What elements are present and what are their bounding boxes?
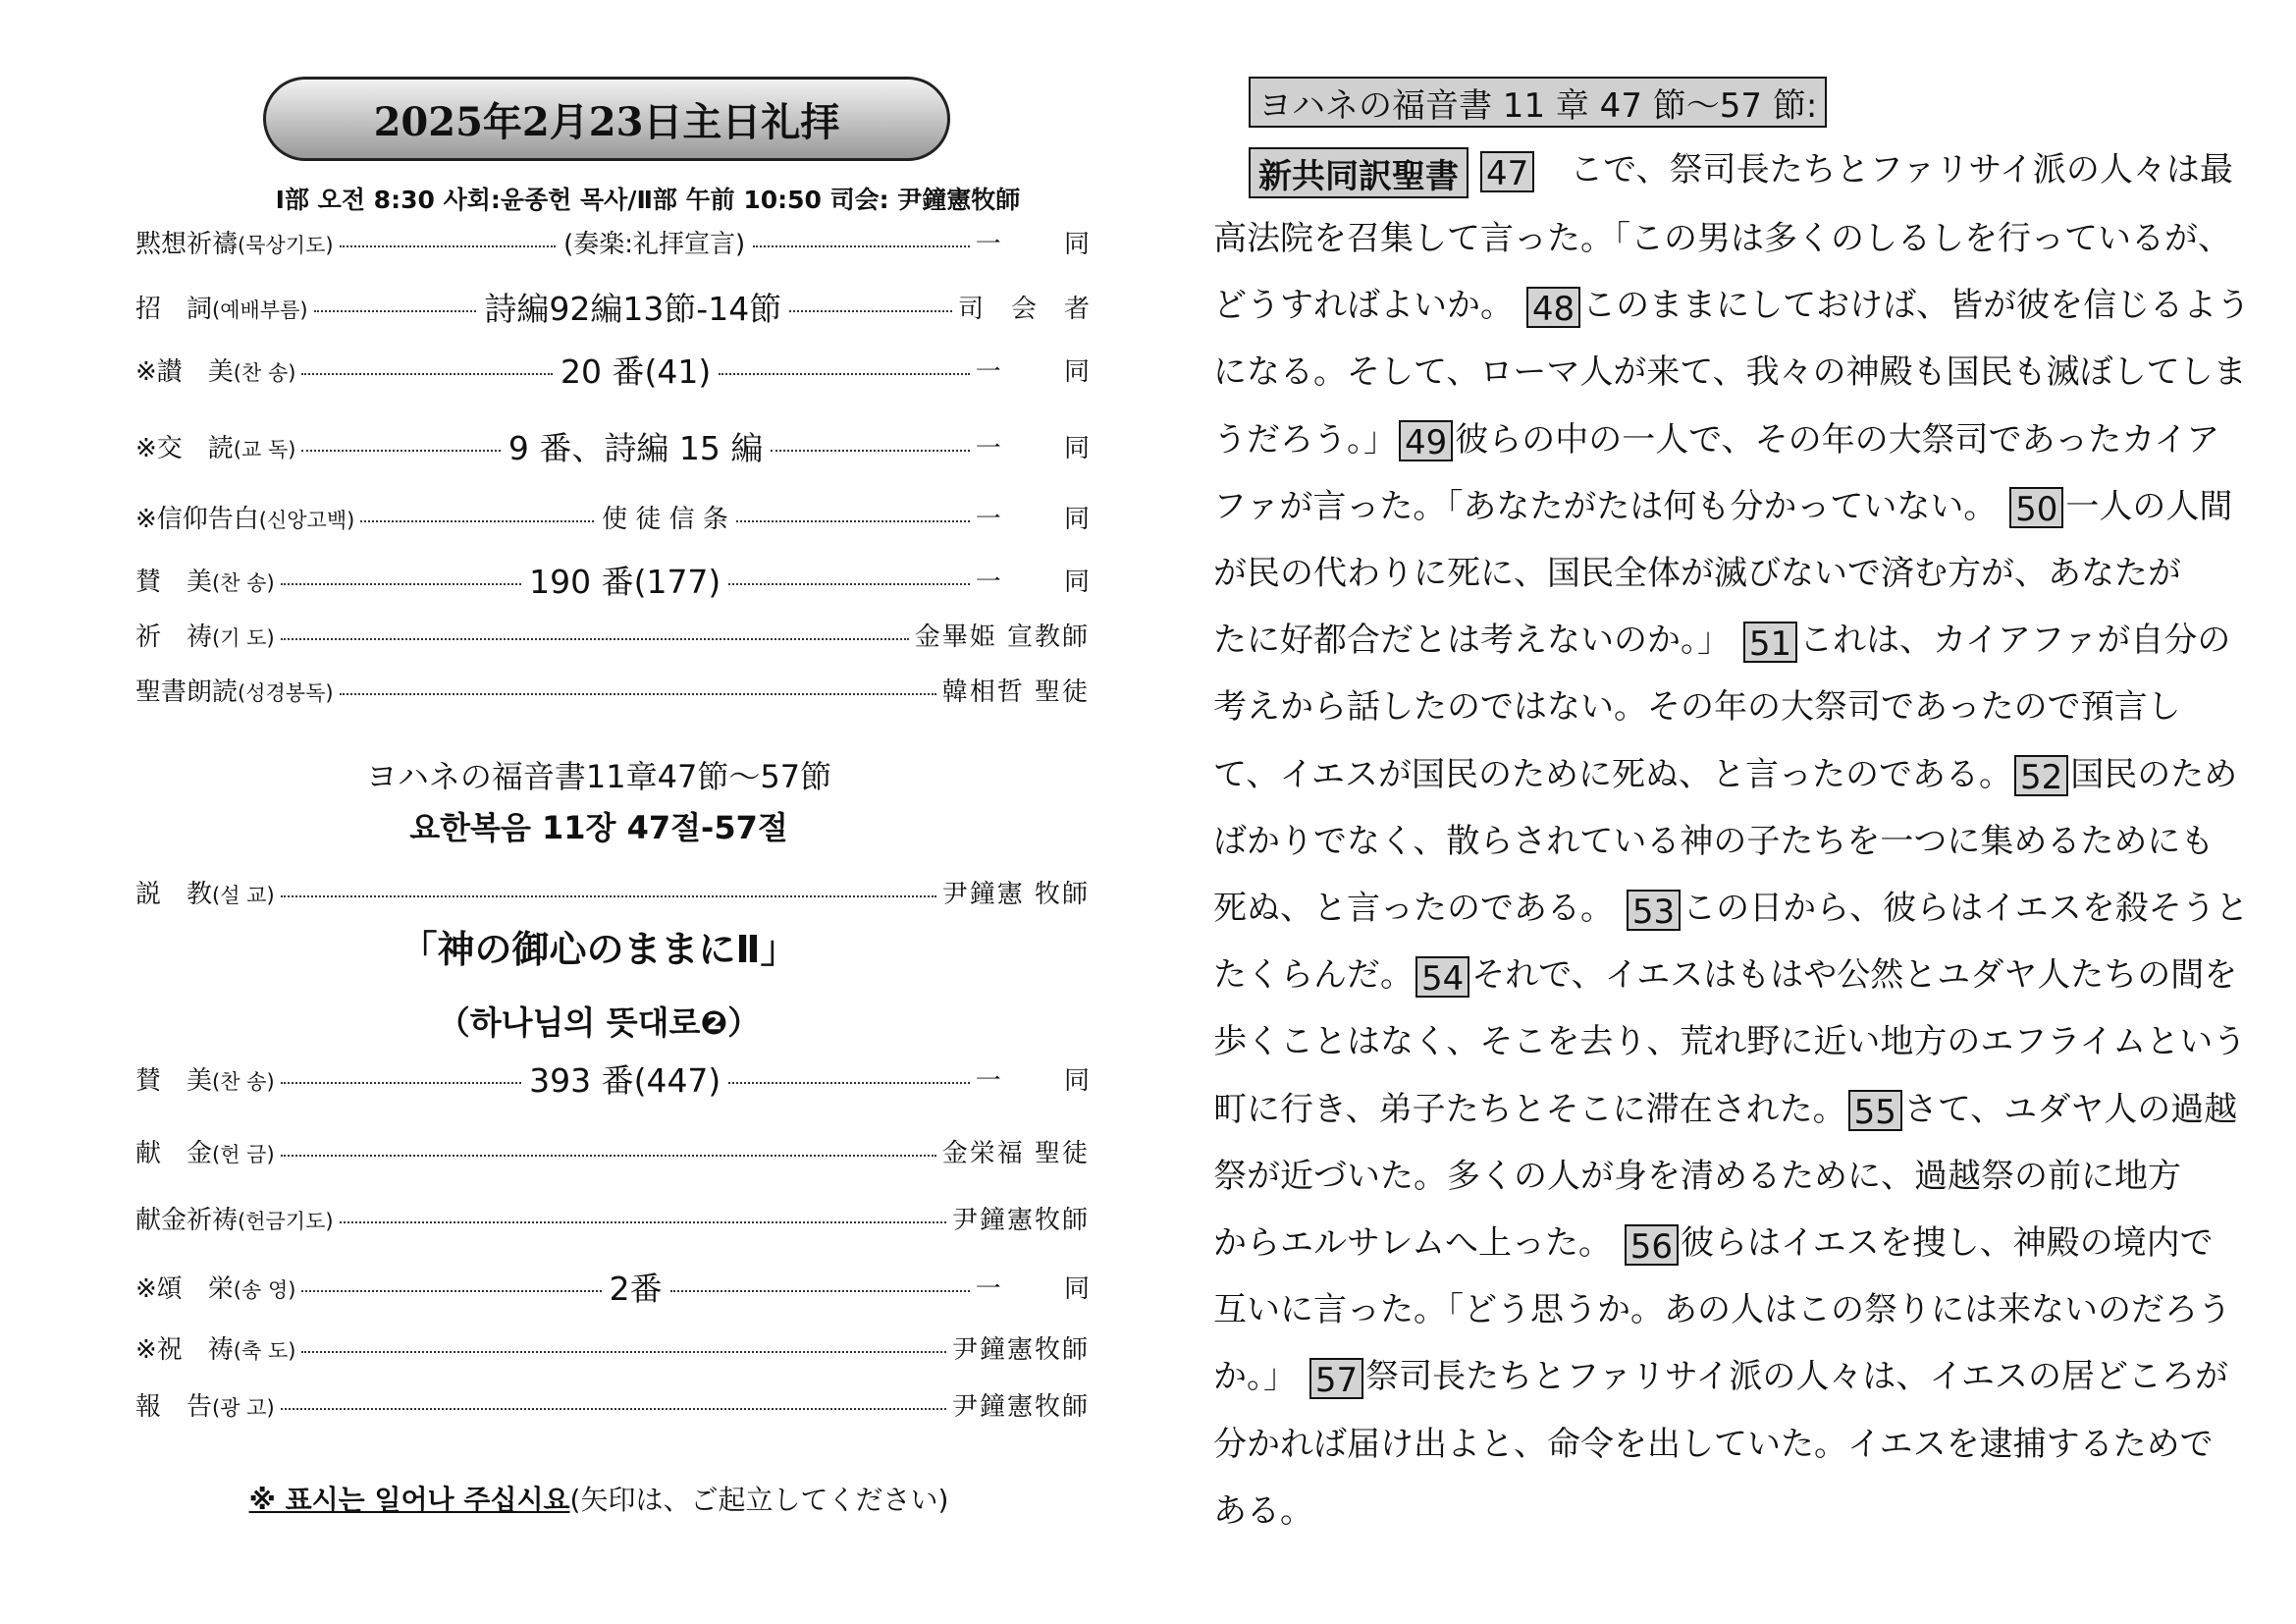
order-person: 尹鐘憲牧師 (951, 1205, 1090, 1235)
verse-text: 高法院を召集して言った。「この男は多くのしるしを行っているが、 (1213, 219, 2231, 258)
order-person: 尹鐘憲牧師 (951, 1334, 1090, 1365)
scripture-line (1213, 1487, 1313, 1536)
order-row (135, 1058, 1118, 1100)
reading-reference-kr: 요한복음 11장 47절-57절 (409, 809, 788, 846)
order-label: ※信仰告白(신앙고백) (135, 504, 355, 534)
verse-text: たに好都合だとは考えないのか。」 (1213, 621, 1741, 661)
order-row (135, 1198, 1090, 1237)
sermon-subtitle: （하나님의 뜻대로❷） (437, 1003, 761, 1042)
order-row (135, 1267, 1118, 1308)
leader-dots (360, 520, 594, 522)
leader-dots (789, 310, 952, 312)
verse-number: 51 (1743, 622, 1797, 663)
order-person: 金畢姫 宣教師 (914, 622, 1090, 652)
scripture-header: ヨハネの福音書 11 章 47 節～57 節: (1249, 77, 1827, 128)
verse-text: 一人の人間 (2065, 486, 2233, 526)
scripture-line (1213, 950, 2237, 1000)
verse-text: さて、ユダヤ人の過越 (1903, 1089, 2238, 1129)
leader-dots (301, 1351, 946, 1353)
leader-dots (314, 310, 477, 312)
order-item: (奏楽:礼拝宣言) (563, 229, 746, 259)
order-person: 一 同 (975, 1273, 1118, 1304)
verse-number: 57 (1309, 1358, 1363, 1399)
scripture-line (1213, 214, 2231, 263)
order-row (135, 1384, 1090, 1424)
leader-dots (340, 245, 557, 247)
verse-text: になる。そして、ローマ人が来て、我々の神殿も国民も滅ぼしてしま (1213, 352, 2247, 393)
verse-number: 56 (1625, 1224, 1679, 1266)
verse-number: 49 (1399, 420, 1453, 461)
leader-dots (340, 693, 936, 695)
verse-number: 47 (1480, 151, 1534, 192)
leader-dots (281, 1082, 521, 1084)
verse-number: 53 (1627, 890, 1681, 931)
verse-text: 祭司長たちとファリサイ派の人々は、イエスの居どころが (1365, 1357, 2228, 1397)
order-label: ※頌 栄(송 영) (135, 1273, 296, 1304)
verse-text: 祭が近づいた。多くの人が身を清めるために、過越祭の前に地方 (1213, 1156, 2181, 1196)
leader-dots (281, 638, 909, 640)
order-person: 金栄福 聖徒 (941, 1138, 1090, 1168)
order-item: 使 徒 信 条 (602, 504, 728, 534)
scripture-line (1213, 682, 2181, 731)
order-label: ※祝 祷(축 도) (135, 1334, 296, 1365)
scripture-line (1213, 1152, 2181, 1201)
verse-text: ある。 (1213, 1490, 1313, 1531)
leader-dots (719, 373, 970, 375)
order-person: 一 同 (975, 356, 1117, 387)
scripture-line (1213, 1285, 2231, 1334)
verse-number: 48 (1526, 287, 1580, 328)
order-item: 190 番(177) (529, 562, 721, 601)
leader-dots (728, 1082, 969, 1084)
verse-text: 歩くことはなく、そこを去り、荒れ野に近い地方のエフライムという (1213, 1022, 2247, 1062)
leader-dots (301, 1290, 601, 1292)
scripture-line (1213, 1085, 2237, 1134)
order-row (135, 615, 1090, 654)
order-row (135, 560, 1118, 601)
service-title: 2025年2月23日主日礼拝 (263, 77, 950, 161)
verse-text: このままにしておけば、皆が彼を信じるよう (1582, 286, 2251, 326)
scripture-line (1213, 415, 2219, 464)
leader-dots (670, 1290, 970, 1292)
verse-text: こで、祭司長たちとファリサイ派の人々は最 (1536, 150, 2233, 189)
order-person: 韓相哲 聖徒 (941, 677, 1090, 707)
order-label: 献金祈祷(헌금기도) (135, 1205, 334, 1235)
order-item: 9 番、詩編 15 編 (507, 428, 764, 467)
footnote: ※ 표시는 일어나 주십시요(矢印は、ご起立してください) (248, 1484, 949, 1516)
verse-text: 死ぬ、と言ったのである。 (1213, 889, 1625, 928)
reading-reference-jp: ヨハネの福音書11章47節～57節 (365, 758, 832, 795)
leader-dots (281, 895, 936, 897)
order-row (135, 222, 1117, 261)
verse-text: これは、カイアファが自分の (1799, 621, 2231, 661)
verse-text: からエルサレムへ上った。 (1213, 1223, 1623, 1263)
leader-dots (728, 583, 969, 585)
worship-order-panel (108, 69, 1118, 1581)
verse-text: 彼らの中の一人で、その年の大祭司であったカイア (1455, 419, 2220, 460)
order-row (135, 350, 1117, 391)
scripture-line (1213, 348, 2247, 397)
verse-text: 彼らはイエスを捜し、神殿の境内で (1681, 1223, 2214, 1263)
leader-dots (301, 373, 553, 375)
verse-number: 52 (2014, 755, 2068, 796)
verse-text: たくらんだ。 (1213, 955, 1414, 996)
verse-text: て、イエスが国民のために死ぬ、と言ったのである。 (1213, 754, 2012, 794)
service-times: Ⅰ部 오전 8:30 사회:윤종헌 목사/Ⅱ部 午前 10:50 司会: 尹鐘憲牧師 (275, 186, 1021, 214)
scripture-line (1213, 1218, 2214, 1268)
scripture-line (1213, 817, 2214, 866)
verse-text: 互いに言った。「どう思うか。あの人はこの祭りには来ないのだろう (1213, 1290, 2231, 1330)
version-tag: 新共同訳聖書 (1249, 147, 1468, 198)
verse-text: 国民のため (2070, 754, 2238, 794)
order-label: ※讃 美(찬 송) (135, 356, 296, 387)
order-person: 一 同 (975, 1065, 1118, 1096)
order-row (135, 497, 1118, 536)
scripture-line (1213, 549, 2181, 598)
verse-number: 54 (1415, 956, 1469, 998)
verse-text: それで、イエスはもはや公然とユダヤ人たちの間を (1471, 955, 2238, 996)
order-label: 賛 美(찬 송) (135, 567, 275, 597)
leader-dots (340, 1221, 946, 1223)
verse-text: 町に行き、弟子たちとそこに滞在された。 (1213, 1089, 1846, 1129)
order-row (135, 287, 1118, 328)
scripture-line (1213, 616, 2230, 665)
order-item: 393 番(447) (529, 1060, 721, 1100)
leader-dots (771, 450, 969, 452)
scripture-line (1213, 281, 2250, 330)
leader-dots (301, 450, 500, 452)
order-label: 説 教(설 교) (135, 879, 275, 909)
order-person: 一 同 (975, 567, 1118, 597)
order-row (135, 1131, 1090, 1170)
verse-number: 50 (2009, 487, 2063, 528)
sermon-row (135, 872, 1090, 911)
order-label: 献 金(헌 금) (135, 1138, 275, 1168)
order-label: 報 告(광 고) (135, 1391, 275, 1422)
scripture-line (1213, 1017, 2246, 1066)
verse-text: 分かれば届け出よと、命令を出していた。イエスを逮捕するためで (1213, 1424, 2214, 1464)
order-row (135, 670, 1090, 709)
scripture-line (1213, 884, 2249, 933)
leader-dots (753, 245, 970, 247)
leader-dots (281, 1408, 946, 1410)
order-person: 一 同 (975, 504, 1118, 534)
order-label: 招 詞(예배부름) (135, 294, 308, 324)
verse-text: うだろう。」 (1213, 419, 1397, 460)
verse-text: 考えから話したのではない。その年の大祭司であったので預言し (1213, 687, 2181, 728)
verse-text: か。」 (1213, 1357, 1308, 1397)
order-person: 一 同 (975, 229, 1117, 259)
order-label: 賛 美(찬 송) (135, 1065, 275, 1096)
order-person: 尹鐘憲牧師 (951, 1391, 1090, 1422)
leader-dots (736, 520, 970, 522)
order-row (135, 426, 1118, 467)
verse-number: 55 (1848, 1090, 1902, 1131)
scripture-line (1213, 482, 2232, 531)
leader-dots (281, 1155, 936, 1157)
verse-text: ファが言った。「あなたがたは何も分かっていない。 (1213, 486, 2008, 526)
verse-text: が民の代わりに死に、国民全体が滅びないで済む方が、あなたが (1213, 554, 2181, 593)
scripture-line (1478, 145, 2233, 194)
order-label: ※交 読(교 독) (135, 433, 296, 463)
order-row (135, 1327, 1090, 1367)
leader-dots (281, 583, 521, 585)
order-item: 詩編92編13節-14節 (484, 289, 782, 328)
order-label: 聖書朗読(성경봉독) (135, 677, 334, 707)
order-item: 20 番(41) (560, 352, 712, 391)
order-item: 2番 (609, 1269, 663, 1308)
verse-text: ばかりでなく、散らされている神の子たちを一つに集めるためにも (1213, 821, 2215, 861)
verse-text: この日から、彼らはイエスを殺そうと (1682, 889, 2249, 928)
order-person: 尹鐘憲 牧師 (941, 879, 1090, 909)
order-person: 一 同 (975, 433, 1118, 463)
scripture-line (1213, 1420, 2214, 1469)
scripture-line (1213, 750, 2237, 799)
verse-text: どうすればよいか。 (1213, 286, 1524, 326)
order-label: 黙想祈禱(묵상기도) (135, 229, 334, 259)
order-label: 祈 祷(기 도) (135, 622, 275, 652)
scripture-line (1213, 1352, 2228, 1401)
order-person: 司会者 (958, 294, 1118, 324)
sermon-title: 「神の御心のままにⅡ」 (400, 928, 798, 971)
